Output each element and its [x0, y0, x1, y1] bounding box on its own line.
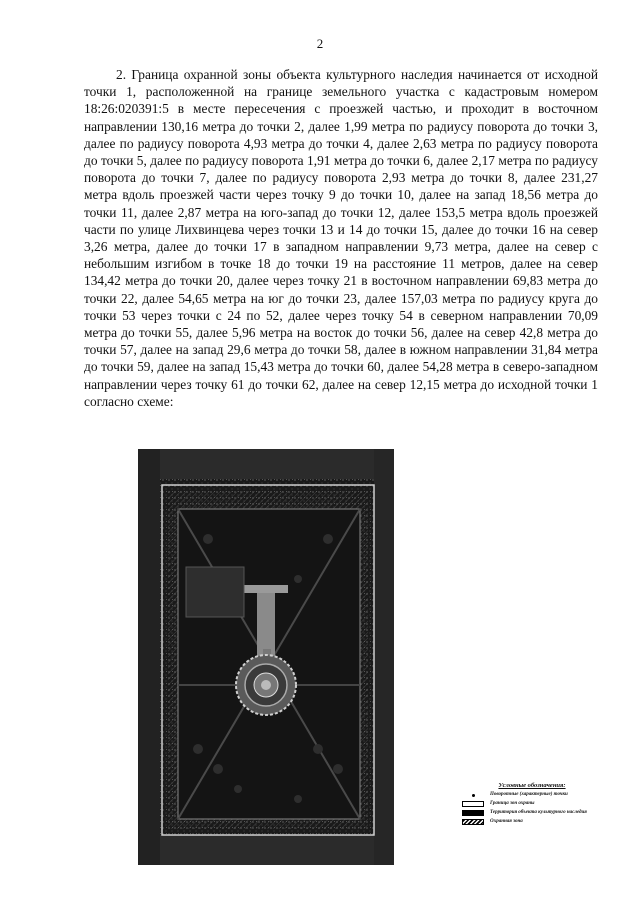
legend	[462, 783, 602, 828]
legend-label-territory: Территория объекта культурного наследия	[490, 810, 587, 815]
legend-item-territory	[462, 810, 602, 816]
hatched-zone-icon	[462, 819, 484, 825]
legend-label-zone: Охранная зона	[490, 819, 523, 824]
page-number: 2	[316, 36, 324, 51]
boundary-line-icon	[462, 801, 484, 807]
legend-label-boundary: Граница зон охраны	[490, 801, 535, 806]
point-marker-icon	[462, 792, 484, 798]
boundary-description: 2. Граница охранной зоны объекта культурного наследия начинается от исходной точки 1, расположенной на границе земельного участка с кадастровым номером 18:26:020391:5 в месте пересечения с проезжей частью, и проходит в восточном направлении 130,16 метра до точки 2, далее 1,99 метра по радиусу поворота до точки 3, далее по радиусу поворота 4,93 метра до точки 4, далее 2,63 метра по радиусу поворота до точки 5, далее по радиусу поворота 1,91 метра до точки 6, далее 2,17 метра по радиусу поворота до точки 7, далее по радиусу поворота 2,93 метра до точки 8, далее 231,27 метра вдоль проезжей части через точку 9 до точки 10, далее на запад 18,56 метра до точки 11, далее 2,87 метра на юго-запад до точки 12, далее 153,5 метра вдоль проезжей части по улице Лихвинцева через точки 13 и 14 до точки 15, далее до точки 16 на север 3,26 метра, далее до точки 17 в западном направлении 9,73 метра, далее на север с небольшим изгибом в точке 18 до точки 19 на расстояние 11 метров, далее на север 134,42 метра до точки 20, далее через точку 21 в восточном направлении 69,83 метра до точки 22, далее 54,65 метра на юг до точки 23, далее 157,03 метра по радиусу круга до точки 53 через точки с 24 по 52, далее через точку 54 в северном направлении 70,09 метра до точки 55, далее 5,96 метра на восток до точки 56, далее на север 42,8 метра до точки 57, далее на запад 29,6 метра до точки 58, далее в южном направлении 31,84 метра до точки 59, далее на запад 15,43 метра до точки 60, далее 54,28 метра в северо-западном направлении через точку 61 до точки 62, далее на север 12,15 метра до исходной точки 1 согласно схеме:	[84, 67, 598, 409]
territory-fill-icon	[462, 810, 484, 816]
legend-item-boundary	[462, 801, 602, 807]
legend-item-zone	[462, 819, 602, 825]
legend-label-points: Поворотные (характерные) точки	[490, 792, 568, 797]
legend-item-points	[462, 792, 602, 798]
aerial-scheme-image	[138, 449, 394, 865]
legend-title: Условные обозначения:	[498, 782, 566, 789]
aerial-photo-drawing	[138, 449, 394, 865]
